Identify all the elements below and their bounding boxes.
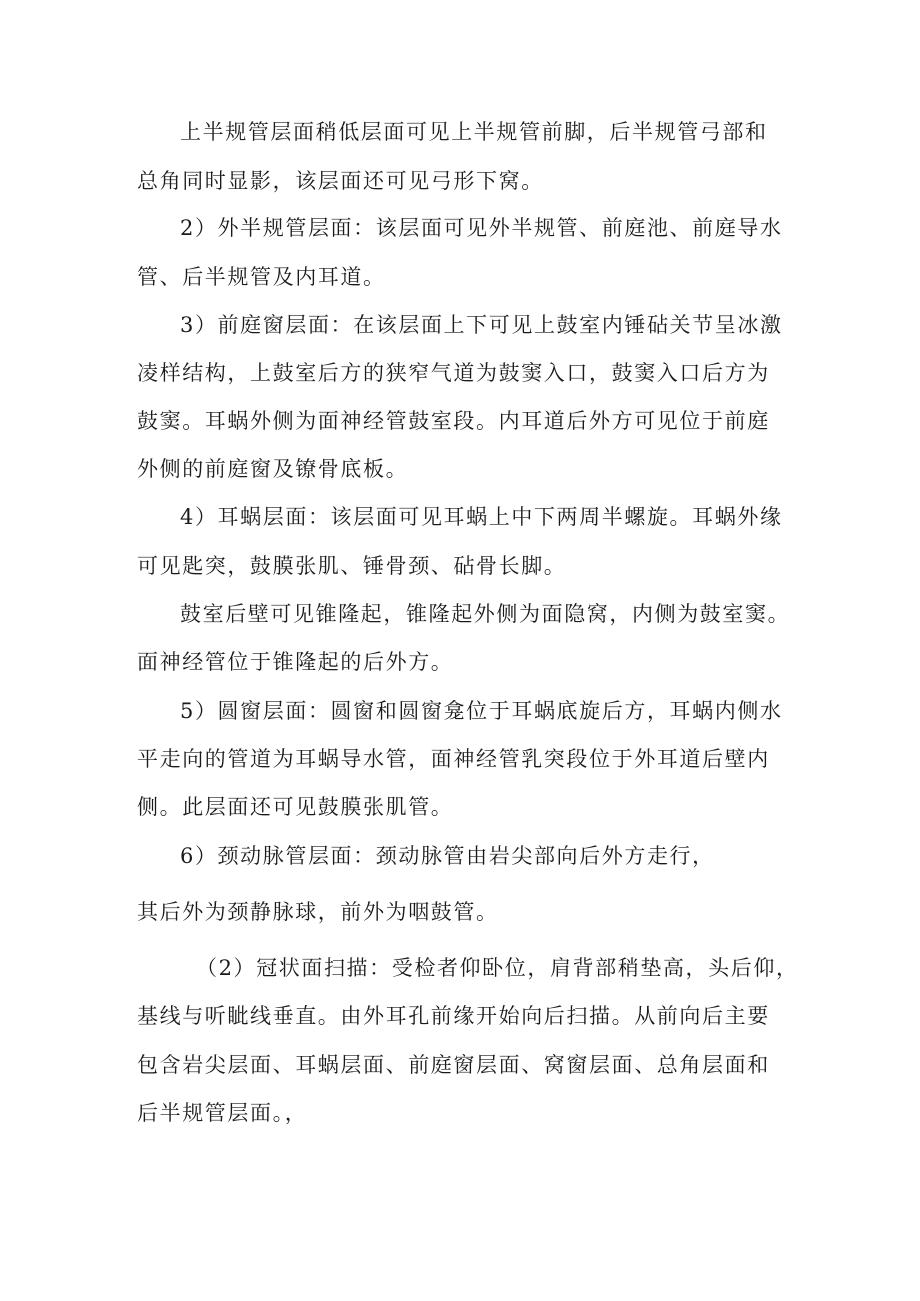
- text-line: 凌样结构，上鼓室后方的狭窄气道为鼓窦入口，鼓窦入口后方为: [137, 361, 770, 385]
- text-line: 5）圆窗层面：圆窗和圆窗龛位于耳蜗底旋后方，耳蜗内侧水: [180, 699, 783, 723]
- text-line: 上半规管层面稍低层面可见上半规管前脚，后半规管弓部和: [180, 120, 768, 144]
- text-line: （2）冠状面扫描：受检者仰卧位，肩背部稍垫高，头后仰，: [196, 956, 799, 980]
- text-line: 2）外半规管层面：该层面可见外半规管、前庭池、前庭导水: [180, 216, 783, 240]
- text-line: 鼓室后壁可见锥隆起，锥隆起外侧为面隐窝，内侧为鼓室窦。: [180, 602, 791, 626]
- text-line: 可见匙突，鼓膜张肌、锤骨颈、砧骨长脚。: [137, 554, 567, 578]
- text-line: 平走向的管道为耳蜗导水管，面神经管乳突段位于外耳道后壁内: [137, 747, 770, 771]
- text-line: 4）耳蜗层面：该层面可见耳蜗上中下两周半螺旋。耳蜗外缘: [180, 505, 783, 529]
- text-line: 鼓窦。耳蜗外侧为面神经管鼓室段。内耳道后外方可见位于前庭: [137, 409, 770, 433]
- text-line: 总角同时显影，该层面还可见弓形下窝。: [137, 169, 544, 193]
- text-line: 侧。此层面还可见鼓膜张肌管。: [137, 795, 454, 819]
- text-line: 6）颈动脉管层面：颈动脉管由岩尖部向后外方走行，: [180, 844, 715, 868]
- text-line: 其后外为颈静脉球，前外为咽鼓管。: [137, 900, 499, 924]
- text-line: 管、后半规管及内耳道。: [137, 265, 386, 289]
- text-line: 面神经管位于锥隆起的后外方。: [137, 650, 454, 674]
- text-line: 3）前庭窗层面：在该层面上下可见上鼓室内锤砧关节呈冰激: [180, 313, 783, 337]
- text-line: 基线与听眦线垂直。由外耳孔前缘开始向后扫描。从前向后主要: [137, 1004, 770, 1028]
- text-line: 外侧的前庭窗及镣骨底板。: [137, 457, 409, 481]
- text-line: 后半规管层面。，: [137, 1101, 308, 1125]
- text-line: 包含岩尖层面、耳蜗层面、前庭窗层面、窝窗层面、总角层面和: [137, 1053, 770, 1077]
